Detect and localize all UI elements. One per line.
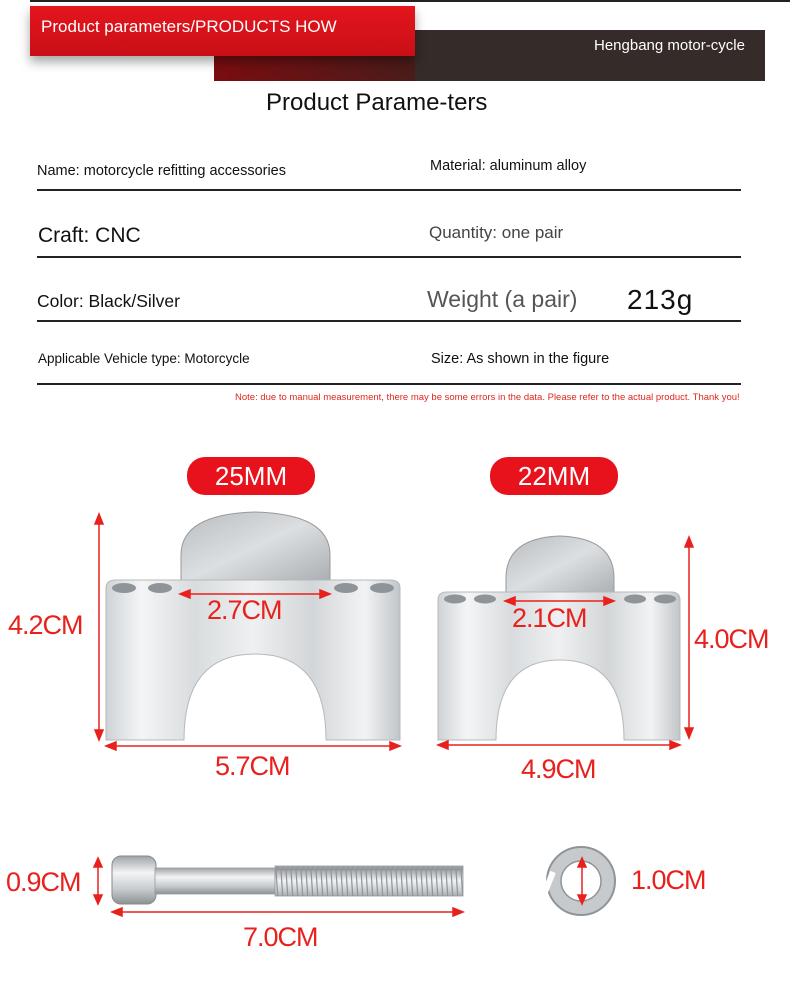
right-height-label: 4.0CM (694, 624, 769, 654)
param-color: Color: Black/Silver (37, 291, 180, 311)
riser-22mm-image (438, 536, 680, 740)
param-weight-value: 213g (627, 284, 694, 315)
header-banner-label: Product parameters/PRODUCTS HOW (41, 17, 337, 36)
param-name: Name: motorcycle refitting accessories (37, 163, 286, 179)
size-tag-22mm: 22MM (490, 457, 618, 495)
washer-image (545, 847, 615, 915)
brand-name: Hengbang motor-cycle (594, 37, 745, 54)
page-title: Product Parame-ters (266, 89, 488, 116)
param-quantity: Quantity: one pair (429, 223, 564, 242)
param-vehicle: Applicable Vehicle type: Motorcycle (38, 351, 250, 366)
size-tag-25mm: 25MM (187, 457, 315, 495)
right-width-label: 4.9CM (521, 754, 596, 784)
riser-25mm-image (106, 512, 400, 740)
left-inner-label: 2.7CM (207, 595, 282, 625)
right-inner-label: 2.1CM (512, 603, 587, 633)
bolt-length-label: 7.0CM (243, 922, 318, 952)
left-width-label: 5.7CM (215, 751, 290, 781)
measurement-note: Note: due to manual measurement, there may be some errors in the data. Please refer to the actual product. Thank you! (235, 392, 740, 403)
left-height-label: 4.2CM (8, 610, 83, 640)
param-craft: Craft: CNC (38, 224, 141, 247)
washer-size-label: 1.0CM (631, 865, 706, 895)
bolt-diameter-label: 0.9CM (6, 867, 81, 897)
param-weight-label: Weight (a pair) (427, 286, 578, 312)
bolt-image (112, 856, 463, 904)
param-size: Size: As shown in the figure (431, 351, 610, 367)
param-material: Material: aluminum alloy (430, 158, 587, 174)
